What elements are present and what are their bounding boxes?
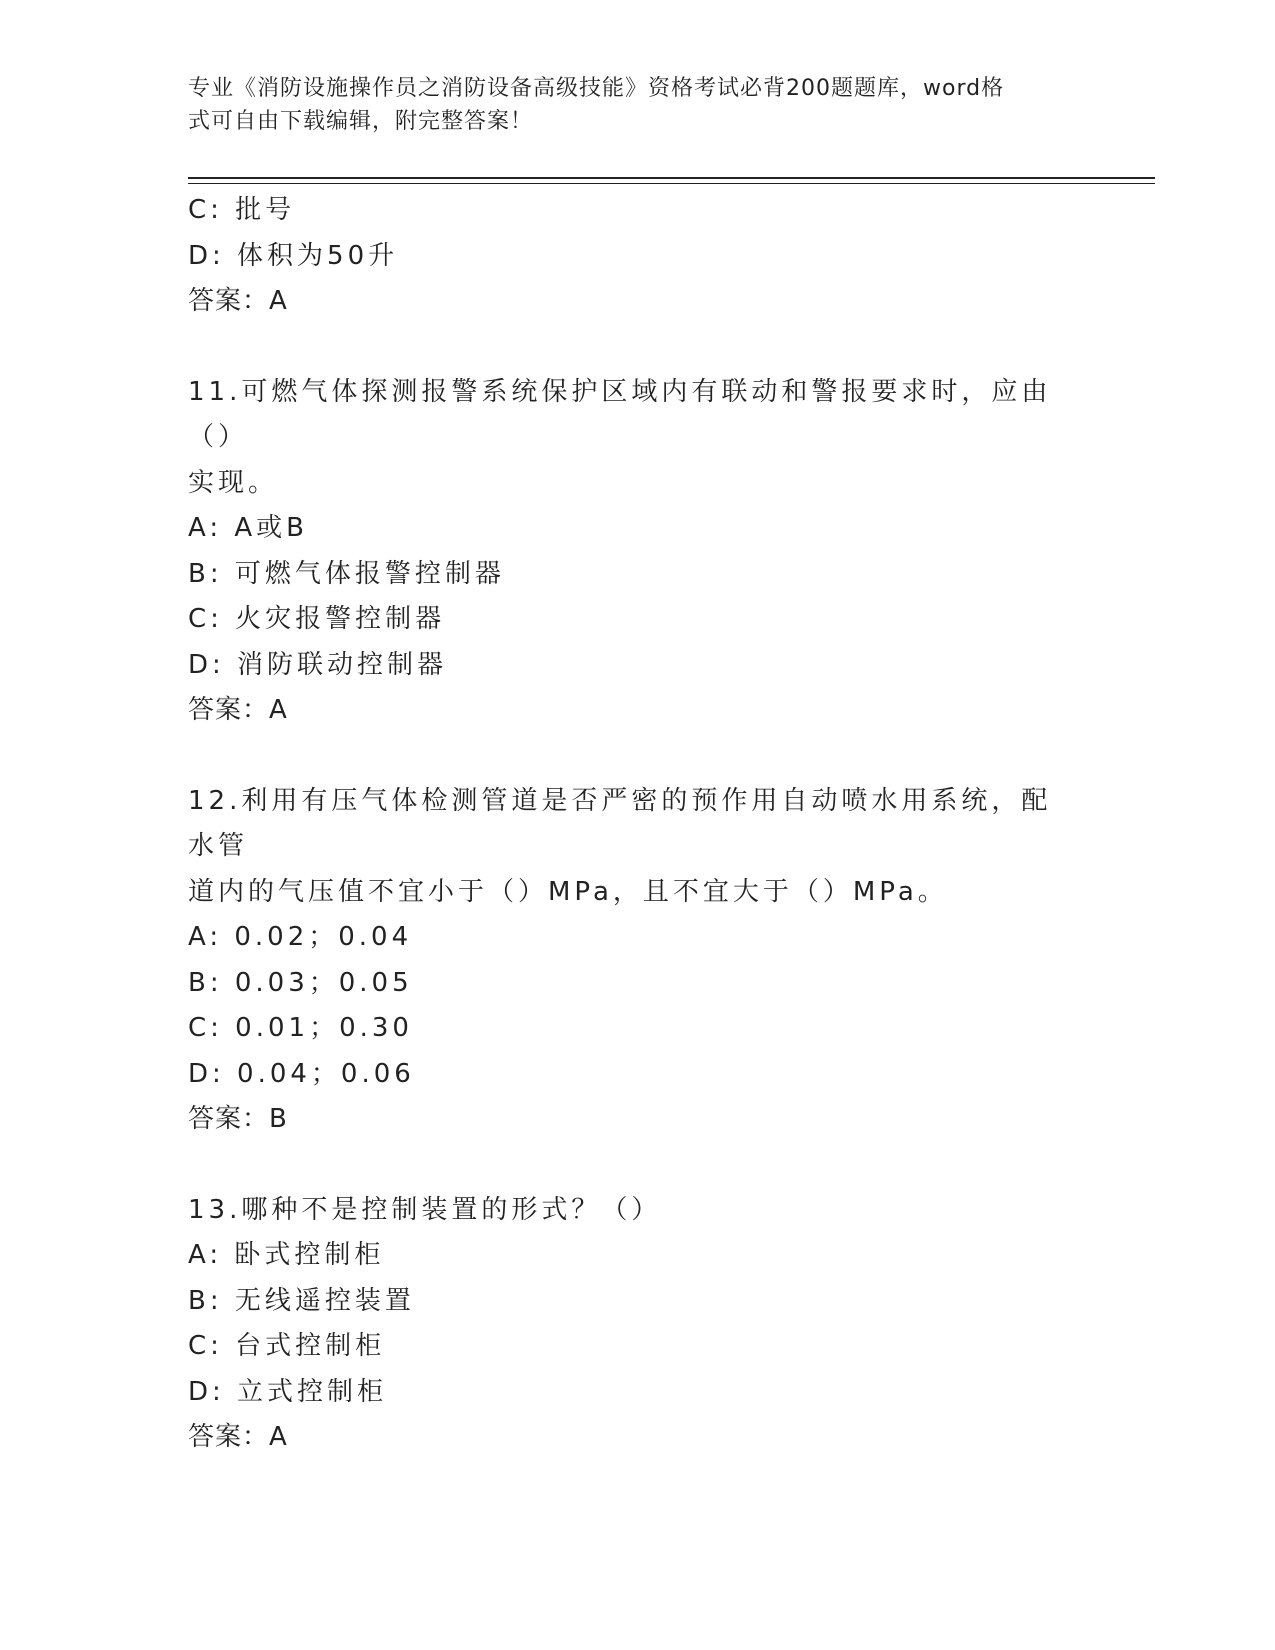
option-a: A: A或B (188, 513, 308, 543)
option-a: A: 卧式控制柜 (188, 1240, 385, 1270)
option-a: A: 0.02；0.04 (188, 922, 413, 952)
header-divider-thick (188, 177, 1155, 179)
option-c: C: 0.01；0.30 (188, 1013, 413, 1043)
answer: 答案：A (188, 695, 288, 725)
question-12 (188, 779, 1088, 1143)
option-d: D: 立式控制柜 (188, 1376, 388, 1407)
page-header (188, 72, 1088, 138)
question-13 (188, 1188, 1088, 1461)
option-b: B: 无线遥控装置 (188, 1285, 415, 1316)
previous-question-tail (188, 188, 1088, 325)
question-text-line-2: 道内的气压值不宜小于（）MPa，且不宜大于（）MPa。 (188, 876, 948, 907)
option-c: C: 火灾报警控制器 (188, 604, 446, 634)
option-b: B: 0.03；0.05 (188, 967, 413, 998)
option-d: D: 体积为50升 (188, 240, 399, 271)
header-line-1: 专业《消防设施操作员之消防设备高级技能》资格考试必背200题题库，word格 (188, 76, 1005, 101)
option-d: D: 0.04；0.06 (188, 1058, 415, 1089)
answer: 答案：B (188, 1104, 288, 1134)
answer: 答案：A (188, 1422, 288, 1452)
question-text-line-1: 13.哪种不是控制装置的形式？（） (188, 1194, 662, 1225)
option-b: B: 可燃气体报警控制器 (188, 558, 505, 589)
document-body (188, 188, 1088, 1461)
header-line-2: 式可自由下载编辑，附完整答案！ (188, 109, 534, 134)
question-text-line-2: 实现。 (188, 467, 279, 498)
option-c: C: 台式控制柜 (188, 1331, 386, 1361)
header-divider-thin (188, 183, 1155, 184)
question-11 (188, 370, 1088, 734)
question-text-line-1: 11.可燃气体探测报警系统保护区域内有联动和警报要求时，应由（） (188, 376, 1052, 452)
answer: 答案：A (188, 286, 288, 316)
option-c: C: 批号 (188, 195, 296, 225)
option-d: D: 消防联动控制器 (188, 649, 448, 680)
question-text-line-1: 12.利用有压气体检测管道是否严密的预作用自动喷水用系统，配水管 (188, 785, 1052, 861)
